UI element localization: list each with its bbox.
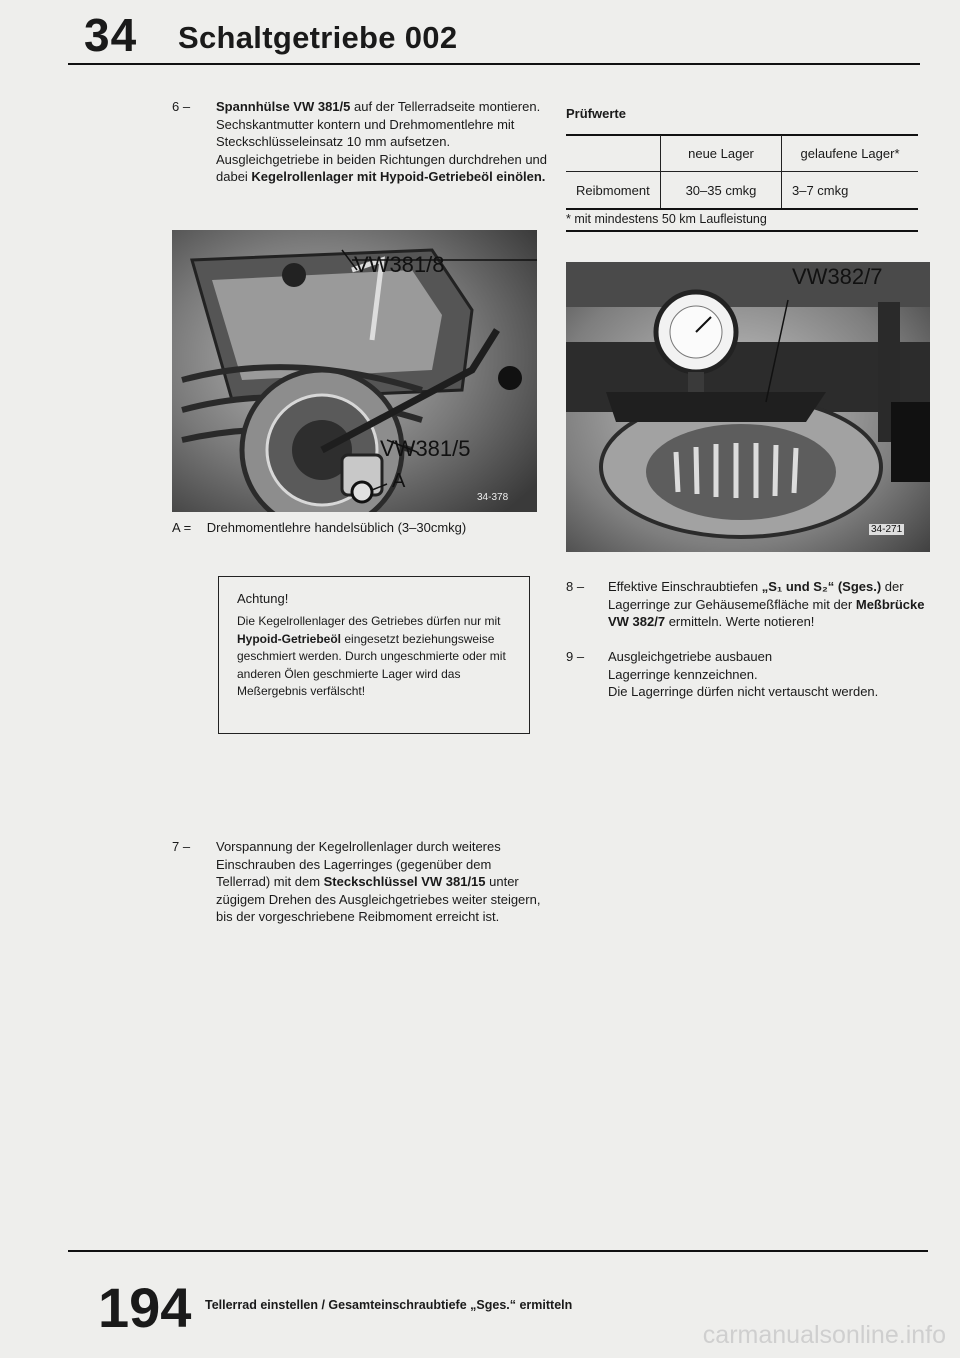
step-number: 9 – xyxy=(566,649,585,664)
page-number: 194 xyxy=(98,1276,192,1339)
table-bottom-rule xyxy=(566,208,918,210)
chapter-number: 34 xyxy=(84,9,138,61)
step-line: Ausgleichgetriebe ausbauen xyxy=(608,649,773,664)
step-9 xyxy=(566,648,930,708)
caption-key: A = xyxy=(172,520,192,535)
table-header-neue-lager: neue Lager xyxy=(661,135,782,172)
step-body-end: ermitteln. Werte notieren! xyxy=(665,614,815,629)
photo-reference-number: 34-271 xyxy=(871,524,903,535)
step-text xyxy=(608,578,928,631)
tool-ref: Meßbrücke VW 382/7 xyxy=(608,596,925,629)
step-8 xyxy=(566,578,930,638)
tool-label-vw382-7: VW382/7 xyxy=(792,264,883,289)
tool-label-a: A xyxy=(392,470,406,492)
warning-title: Achtung! xyxy=(237,591,289,606)
step-text xyxy=(608,648,928,701)
step-body-mid: der Lagerringe zur Gehäusemeßfläche mit der xyxy=(608,579,904,612)
table-header-gelaufene-lager: gelaufene Lager* xyxy=(782,135,919,172)
step-body-end: unter zügigem Drehen des Ausgleichgetriebes weiter steigern, bis der vorgeschriebene Reibmoment erreicht ist. xyxy=(216,874,541,924)
tool-label-vw381-8: VW381/8 xyxy=(354,252,445,277)
photo-messbruecke xyxy=(566,262,930,552)
photo-spannhuelse xyxy=(172,230,537,512)
table-cell-value: 30–35 cmkg xyxy=(661,172,782,209)
page-title: Schaltgetriebe 002 xyxy=(178,20,458,55)
step-body: Effektive Einschraubtiefen xyxy=(608,579,762,594)
tool-label-vw381-5: VW381/5 xyxy=(380,436,471,461)
warning-text-post: eingesetzt beziehungsweise geschmiert werden. Durch ungeschmierte oder mit anderen Ölen geschmierte Lager wird das Meßergebnis verfälscht! xyxy=(237,631,506,698)
step-body: Vorspannung der Kegelrollenlager durch weiteres Einschrauben des Lagerringes (gegenüber dem Tellerrad) mit dem xyxy=(216,839,501,889)
step-line: Lagerringe kennzeichnen. xyxy=(608,666,758,682)
footnote-rule xyxy=(566,230,918,232)
warning-text-pre: Die Kegelrollenlager des Getriebes dürfen nur mit xyxy=(237,614,501,628)
caption-text: Drehmomentlehre handelsüblich (3–30cmkg) xyxy=(206,520,467,535)
footer-title: Tellerrad einstellen / Gesamteinschraubtiefe „Sges.“ ermitteln xyxy=(205,1298,573,1312)
step-number: 8 – xyxy=(566,579,585,594)
photo-reference-number: 34-378 xyxy=(477,492,509,503)
step-text xyxy=(216,838,546,926)
table-footnote: * mit mindestens 50 km Laufleistung xyxy=(566,212,767,226)
table-row xyxy=(566,172,918,209)
step-7 xyxy=(172,838,552,948)
table-row-label: Reibmoment xyxy=(566,172,661,209)
photo-caption xyxy=(172,520,552,535)
warning-text-bold: Hypoid-Getriebeöl xyxy=(237,631,342,646)
table-cell-empty xyxy=(566,135,661,172)
step-emphasis: Kegelrollenlager mit Hypoid-Getriebeöl einölen. xyxy=(251,169,546,184)
step-emphasis: „S₁ und S₂“ (Sges.) xyxy=(761,579,882,594)
gearbox-photo-2 xyxy=(566,262,930,552)
step-number: 6 – xyxy=(172,99,191,114)
step-6 xyxy=(172,98,552,218)
header-rule xyxy=(68,63,920,65)
step-body: auf der Tellerradseite montieren. Sechskantmutter kontern und Drehmomentlehre mit Steckschlüsseleinsatz 10 mm aufsetzen. Ausgleichgetriebe in beiden Richtungen durchdrehen und dabei xyxy=(216,99,548,184)
table-header-row xyxy=(566,135,918,172)
warning-box xyxy=(218,576,530,734)
section-title-pruefwerte: Prüfwerte xyxy=(566,106,626,121)
table-cell-value: 3–7 cmkg xyxy=(792,182,849,198)
step-text xyxy=(216,98,552,186)
watermark: carmanualsonline.info xyxy=(702,1321,946,1349)
step-number: 7 – xyxy=(172,839,191,854)
tool-ref: Steckschlüssel VW 381/15 xyxy=(323,874,486,889)
warning-text xyxy=(237,613,519,701)
pruefwerte-table xyxy=(566,135,918,208)
tool-ref: Spannhülse VW 381/5 xyxy=(216,99,351,114)
step-line: Die Lagerringe dürfen nicht vertauscht werden. xyxy=(608,684,879,699)
footer-rule xyxy=(68,1250,928,1252)
